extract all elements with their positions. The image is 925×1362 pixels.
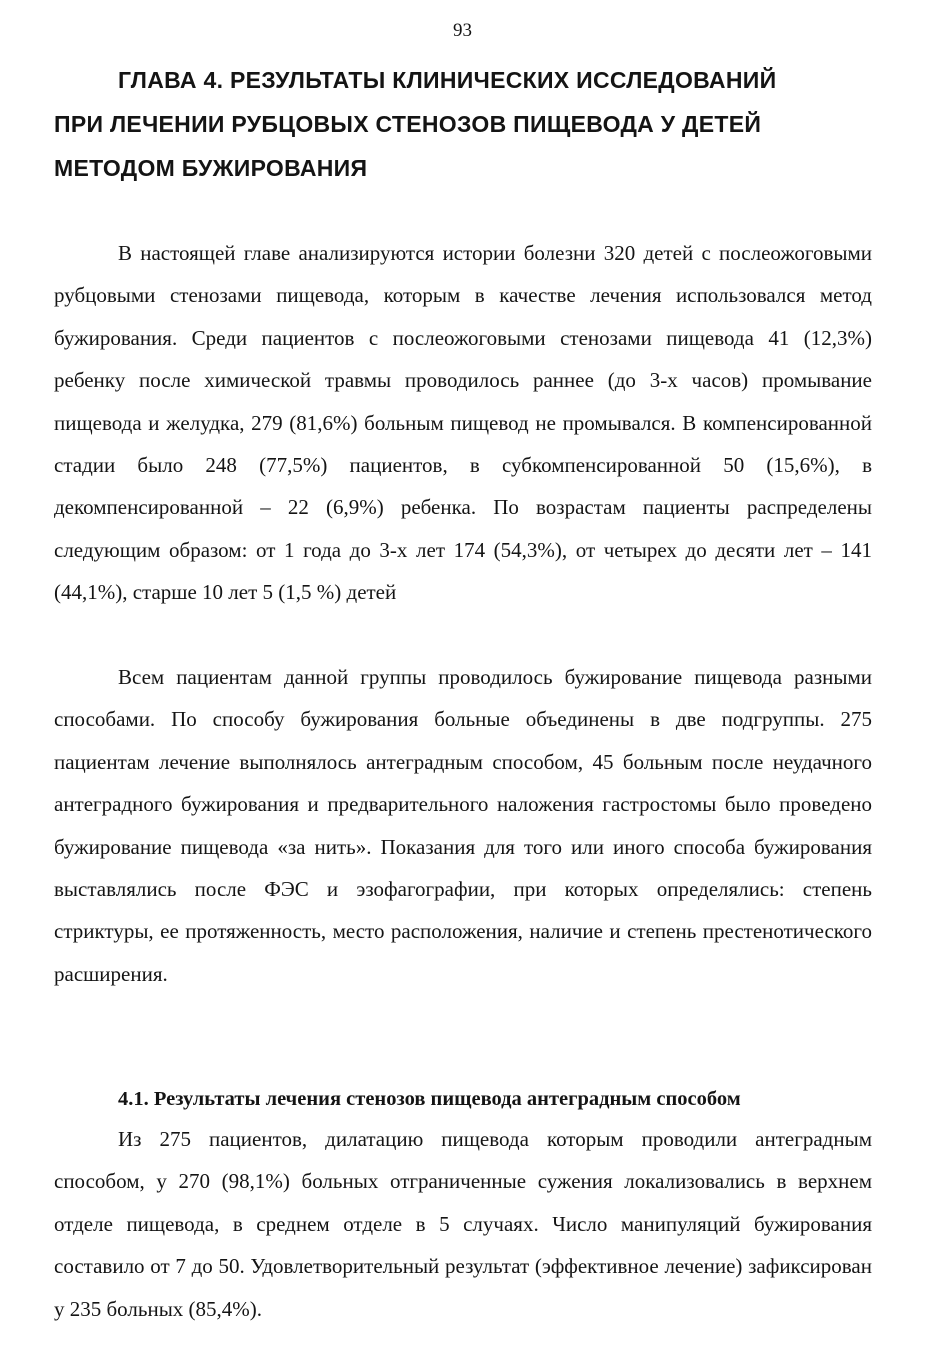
results-paragraph: Из 275 пациентов, дилатацию пищевода которым проводили антеградным способом, у 270 (98,1%) больных отграниченные сужения локализовались в верхнем отделе пищевода, в среднем отделе в 5 случаях. Число манипуляций бужирования составило от 7 до 50. Удовлетворительный результат (эффективное лечение) зафиксирован у 235 больных (85,4%). [54, 1127, 872, 1321]
intro-section [54, 232, 872, 614]
method-section [54, 656, 872, 995]
chapter-title-line-3: МЕТОДОМ БУЖИРОВАНИЯ [54, 155, 368, 181]
section-heading-4-1: 4.1. Результаты лечения стенозов пищевода антеградным способом [118, 1088, 741, 1110]
page-number: 93 [453, 20, 472, 41]
results-section [54, 1118, 872, 1330]
chapter-title-line-2: ПРИ ЛЕЧЕНИИ РУБЦОВЫХ СТЕНОЗОВ ПИЩЕВОДА У ДЕТЕЙ [54, 111, 762, 137]
method-paragraph: Всем пациентам данной группы проводилось бужирование пищевода разными способами. По способу бужирования больные объединены в две подгруппы. 275 пациентам лечение выполнялось антеградным способом, 45 больным после неудачного антеградного бужирования и предварительного наложения гастростомы было проведено бужирование пищевода «за нить». Показания для того или иного способа бужирования выставлялись после ФЭС и эзофагографии, при которых определялись: степень стриктуры, ее протяженность, место расположения, наличие и степень престенотического расширения. [54, 665, 872, 986]
chapter-title-line-1: ГЛАВА 4. РЕЗУЛЬТАТЫ КЛИНИЧЕСКИХ ИССЛЕДОВАНИЙ [118, 67, 777, 93]
chapter-title [54, 58, 870, 190]
intro-paragraph: В настоящей главе анализируются истории болезни 320 детей с послеожоговыми рубцовыми стенозами пищевода, которым в качестве лечения использовался метод бужирования. Среди пациентов с послеожоговыми стенозами пищевода 41 (12,3%) ребенку после химической травмы проводилось раннее (до 3-х часов) промывание пищевода и желудка, 279 (81,6%) больным пищевод не промывался. В компенсированной стадии было 248 (77,5%) пациентов, в субкомпенсированной 50 (15,6%), в декомпенсированной – 22 (6,9%) ребенка. По возрастам пациенты распределены следующим образом: от 1 года до 3-х лет 174 (54,3%), от четырех до десяти лет – 141 (44,1%), старше 10 лет 5 (1,5 %) детей [54, 241, 872, 605]
